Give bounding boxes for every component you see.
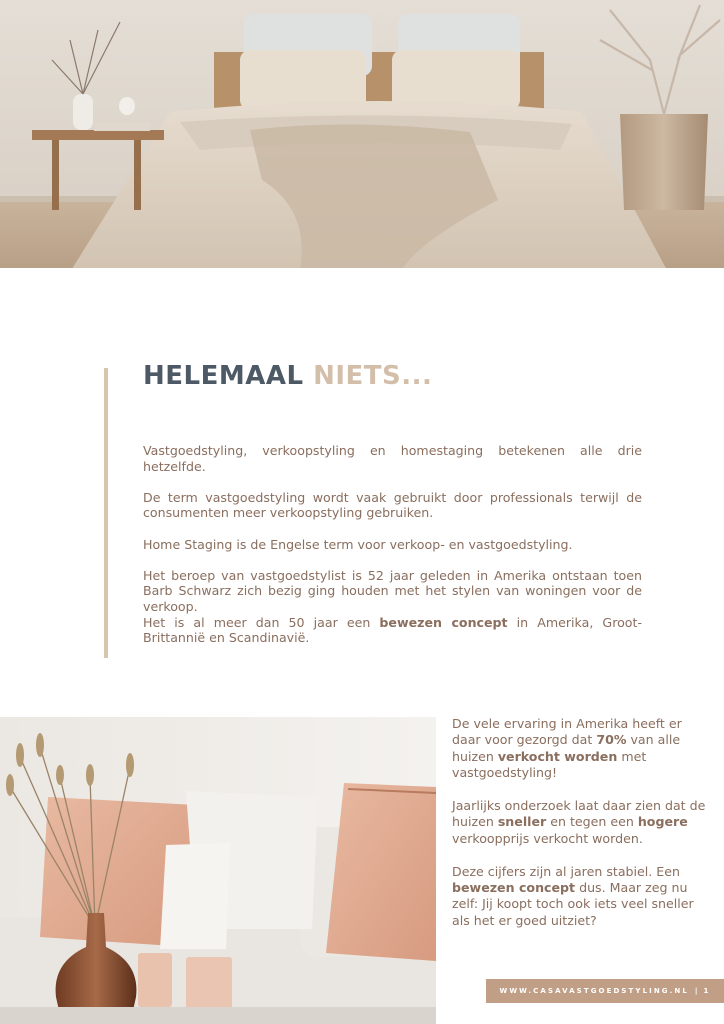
footer-separator: | xyxy=(694,987,698,995)
page-footer xyxy=(486,979,724,1003)
page-heading xyxy=(143,361,432,391)
main-paragraph-1: Vastgoedstyling, verkoopstyling en homestaging betekenen alle drie hetzelfde. xyxy=(143,443,642,474)
side-p2-text-end: verkoopprijs verkocht worden. xyxy=(452,830,643,846)
main-paragraph-2: De term vastgoedstyling wordt vaak gebruikt door professionals terwijl de consumenten meer verkoopstyling gebruiken. xyxy=(143,489,642,521)
side-p2-text-2: en tegen een xyxy=(546,814,638,830)
main-p5-text: Het is al meer dan 50 jaar een xyxy=(143,614,380,630)
sofa-cushions-image xyxy=(0,717,436,1024)
side-p1-percentage: 70% xyxy=(596,732,627,748)
footer-url[interactable]: WWW.CASAVASTGOEDSTYLING.NL xyxy=(499,987,689,995)
page-number: 1 xyxy=(703,987,711,995)
main-p5-text-end: in Amerika, Groot-Brittannië en Scandinavië. xyxy=(143,614,642,646)
main-paragraph-4: Het beroep van vastgoedstylist is 52 jaar geleden in Amerika ontstaan toen Barb Schwarz zich bezig ging houden met het stylen van woningen voor de verkoop. xyxy=(143,567,642,614)
side-p3-text: Deze cijfers zijn al jaren stabiel. Een xyxy=(452,863,680,879)
side-paragraph-2 xyxy=(452,798,714,847)
bedroom-hero-image xyxy=(0,0,724,278)
main-p5-emphasis: bewezen concept xyxy=(379,614,508,630)
accent-bar xyxy=(104,368,108,658)
heading-part2: NIETS... xyxy=(313,361,433,391)
main-paragraph-3: Home Staging is de Engelse term voor verkoop- en vastgoedstyling. xyxy=(143,536,573,552)
side-p1-text: De vele ervaring in Amerika heeft er daar voor gezorgd dat xyxy=(452,716,682,748)
side-p1-text-end: met vastgoedstyling! xyxy=(452,748,647,781)
side-p3-text-end: dus. Maar zeg nu zelf: Jij koopt toch ook iets veel sneller als het er goed uitziet? xyxy=(452,880,694,928)
side-p2-emphasis-1: sneller xyxy=(497,814,547,830)
side-p1-text-2: van alle huizen xyxy=(452,732,681,764)
side-p1-emphasis: verkocht worden xyxy=(497,748,618,764)
side-p2-emphasis-2: hogere xyxy=(637,814,688,830)
side-paragraph-1 xyxy=(452,716,714,782)
heading-part1: HELEMAAL xyxy=(143,361,304,391)
side-paragraph-3 xyxy=(452,864,714,930)
side-p3-emphasis: bewezen concept xyxy=(452,880,576,896)
side-p2-text: Jaarlijks onderzoek laat daar zien dat de huizen xyxy=(452,798,706,830)
main-paragraph-5 xyxy=(143,615,642,646)
main-text-block xyxy=(143,443,642,646)
side-text-block xyxy=(452,716,714,946)
